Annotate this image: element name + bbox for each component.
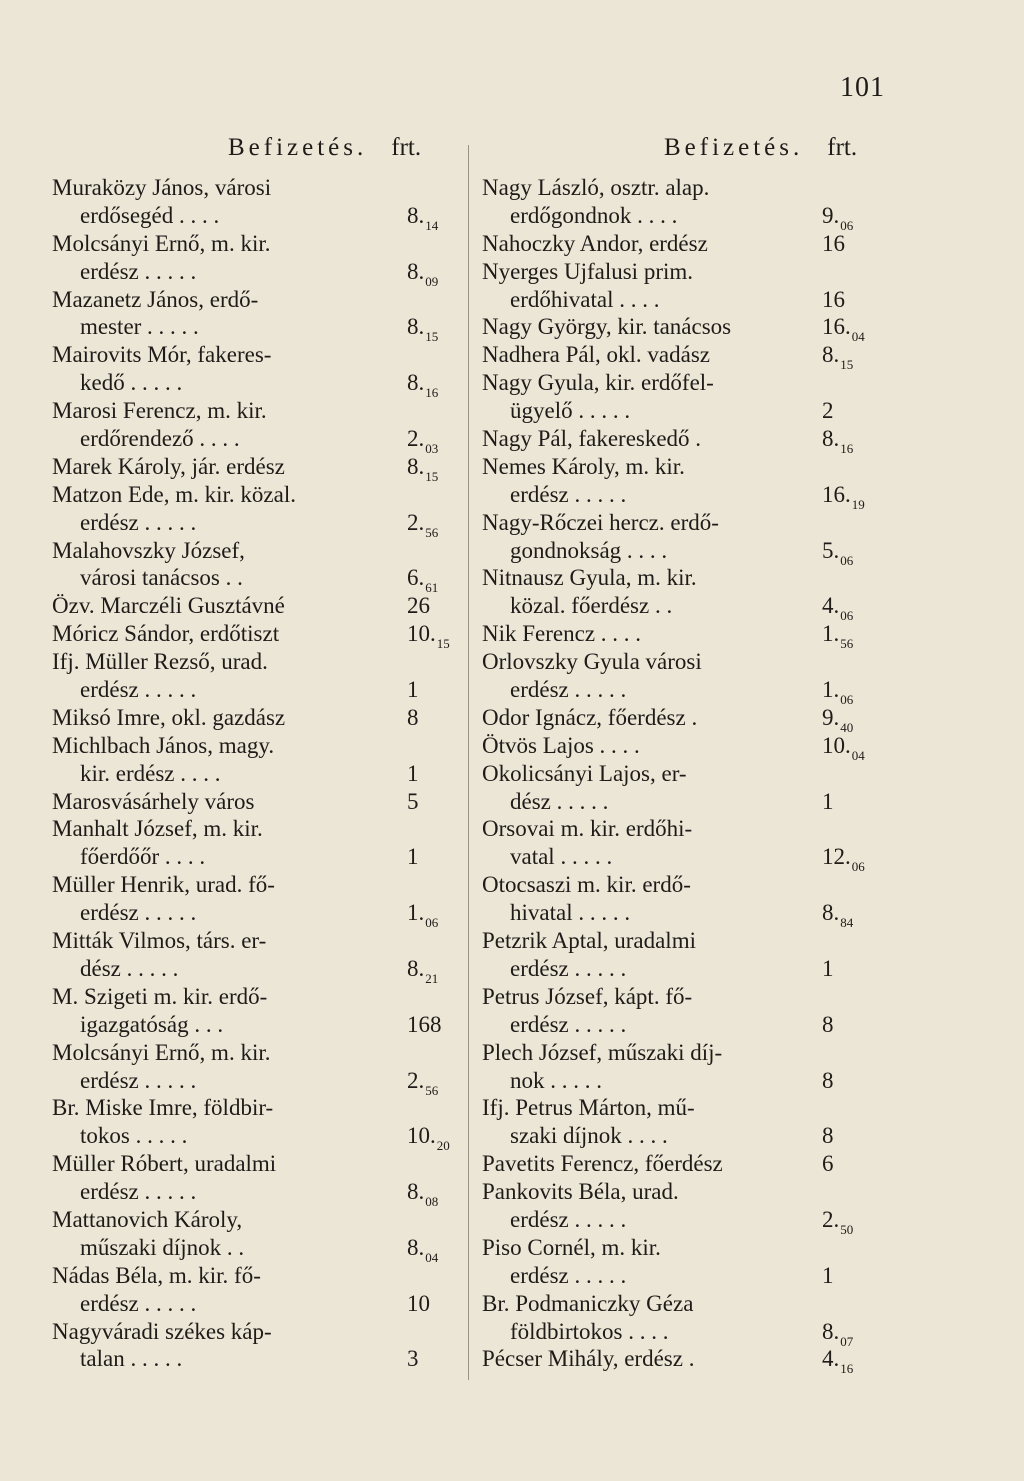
entry-text: erdész . . . . . [510,955,627,981]
entry-text: Nahoczky Andor, erdész [482,230,708,256]
entry-text: Orsovai m. kir. erdőhi- [482,816,693,842]
amount-value: 1 [822,788,834,814]
entry-text: Nagy-Rőczei hercz. erdő- [482,509,719,535]
amount-value: 8. [407,202,425,228]
ledger-line [52,202,452,233]
ledger-line [52,286,452,314]
entry-amount [822,397,834,425]
entry-text: Manhalt József, m. kir. [52,816,263,842]
amount-fraction: 07 [840,1333,854,1349]
amount-value: 26 [407,593,430,619]
entry-text: igazgatóság . . . [80,1011,224,1037]
left-column [52,174,452,1373]
ledger-line [482,564,902,592]
ledger-line [52,788,452,816]
entry-text: műszaki díjnok . . [80,1234,245,1260]
ledger-line [52,592,452,620]
ledger-line [482,1206,902,1237]
amount-fraction: 56 [425,524,439,540]
ledger-line [52,537,452,565]
ledger-line [52,676,452,704]
ledger-line [52,1318,452,1346]
entry-text: kedő . . . . . [80,370,183,396]
amount-fraction: 56 [840,636,854,652]
entry-text: Móricz Sándor, erdőtiszt [52,621,280,647]
entry-text: Miksó Imre, okl. gazdász [52,704,286,730]
ledger-line [482,927,902,955]
entry-text: Mairovits Mór, fakeres- [52,342,272,368]
amount-value: 8. [407,370,425,396]
ledger-line [482,1011,902,1039]
ledger-line [52,258,452,289]
amount-value: 1. [407,900,425,926]
entry-text: Nagy György, kir. tanácsos [482,314,732,340]
entry-text: erdősegéd . . . . [80,202,220,228]
ledger-line [52,843,452,871]
ledger-line [482,704,902,735]
entry-text: Nádas Béla, m. kir. fő- [52,1262,261,1288]
entry-amount [407,788,419,816]
amount-fraction: 06 [851,859,865,875]
amount-value: 10. [407,1123,436,1149]
ledger-line [52,1067,452,1098]
amount-fraction: 08 [425,1194,439,1210]
entry-text: Nitnausz Gyula, m. kir. [482,565,697,591]
entry-text: Mazanetz János, erdő- [52,286,259,312]
amount-value: 1 [407,677,419,703]
amount-value: 8 [822,1123,834,1149]
amount-value: 8 [407,704,419,730]
column-header-right [664,134,857,162]
amount-value: 1. [822,621,840,647]
entry-text: talan . . . . . [80,1346,183,1372]
ledger-line [482,202,902,233]
header-label: Befizetés. [228,134,368,161]
entry-amount [822,1150,834,1178]
entry-text: Okolicsányi Lajos, er- [482,760,687,786]
ledger-line [482,453,902,481]
page-number: 101 [840,72,885,103]
entry-text: Muraközy János, városi [52,175,272,200]
amount-value: 8. [407,955,425,981]
entry-amount [407,704,419,732]
ledger-line [482,1290,902,1318]
amount-value: 8. [822,1318,840,1344]
amount-fraction: 20 [436,1138,450,1154]
amount-value: 168 [407,1011,442,1037]
entry-text: Odor Ignácz, főerdész . [482,704,698,730]
ledger-line [482,1234,902,1262]
amount-value: 4. [822,1346,840,1372]
amount-value: 16 [822,286,845,312]
ledger-line [482,397,902,425]
entry-text: Pécser Mihály, erdész . [482,1346,695,1372]
entry-text: városi tanácsos . . [80,565,243,591]
entry-text: ügyelő . . . . . [510,398,631,424]
entry-text: M. Szigeti m. kir. erdő- [52,983,268,1009]
ledger-line [482,676,902,708]
entry-text: Marosvásárhely város [52,788,255,814]
entry-amount [822,788,834,816]
entry-text: Michlbach János, magy. [52,732,275,758]
entry-text: Petrus József, kápt. fő- [482,983,693,1009]
ledger-line [482,369,902,397]
entry-text: erdész . . . . . [510,1206,627,1232]
entry-text: Br. Miske Imre, földbir- [52,1095,274,1121]
entry-text: Mitták Vilmos, társ. er- [52,928,267,954]
ledger-line [482,1345,902,1377]
header-unit: frt. [391,134,422,161]
entry-text: Özv. Marczéli Gusztávné [52,593,285,619]
amount-value: 2. [407,426,425,452]
ledger-line [52,509,452,540]
entry-text: erdész . . . . . [80,900,197,926]
entry-amount [822,1345,853,1383]
ledger-line [52,732,452,760]
entry-text: erdész . . . . . [80,509,197,535]
amount-value: 5 [407,788,419,814]
entry-amount [822,1262,834,1290]
amount-fraction: 06 [840,217,854,233]
entry-text: Nemes Károly, m. kir. [482,453,685,479]
ledger-line [52,620,452,652]
ledger-line [482,815,902,843]
entry-amount [407,676,419,704]
amount-fraction: 15 [425,468,439,484]
ledger-line [52,341,452,369]
amount-fraction: 15 [436,636,450,652]
ledger-line [52,564,452,596]
ledger-line [482,537,902,568]
ledger-line [482,425,902,457]
entry-text: Müller Róbert, uradalmi [52,1151,277,1177]
entry-amount [822,230,845,258]
entry-text: hivatal . . . . . [510,900,631,926]
entry-text: kir. erdész . . . . [80,760,221,786]
amount-fraction: 06 [840,692,854,708]
entry-text: Nagyváradi székes káp- [52,1318,272,1344]
amount-value: 1 [822,1262,834,1288]
entry-text: Nik Ferencz . . . . [482,621,642,647]
entry-amount [407,1011,442,1039]
entry-text: Mattanovich Károly, [52,1206,243,1232]
entry-text: Müller Henrik, urad. fő- [52,872,275,898]
entry-text: tokos . . . . . [80,1123,188,1149]
amount-value: 10. [407,621,436,647]
amount-fraction: 15 [425,329,439,345]
amount-value: 1 [407,760,419,786]
amount-value: 1 [407,844,419,870]
entry-text: földbirtokos . . . . [510,1318,669,1344]
amount-fraction: 06 [840,552,854,568]
entry-amount [407,843,419,871]
amount-value: 8 [822,1011,834,1037]
entry-text: erdész . . . . . [510,1011,627,1037]
amount-value: 5. [822,537,840,563]
ledger-line [52,815,452,843]
amount-value: 8. [407,258,425,284]
ledger-line [482,843,902,875]
ledger-line [482,174,902,202]
column-header-left [228,134,421,162]
entry-text: gondnokság . . . . [510,537,668,563]
amount-fraction: 40 [840,719,854,735]
entry-text: Matzon Ede, m. kir. közal. [52,481,296,507]
amount-value: 8 [822,1067,834,1093]
entry-text: erdőgondnok . . . . [510,202,678,228]
entry-text: Molcsányi Ernő, m. kir. [52,1039,271,1065]
amount-fraction: 03 [425,441,439,457]
entry-text: Nagy Gyula, kir. erdőfel- [482,370,714,396]
entry-amount [822,1067,834,1095]
entry-text: Nagy László, osztr. alap. [482,175,710,200]
ledger-line [482,1094,902,1122]
ledger-line [482,788,902,816]
ledger-line [52,1345,452,1373]
amount-value: 2 [822,398,834,424]
ledger-line [52,1290,452,1318]
entry-text: nok . . . . . [510,1067,602,1093]
ledger-line [482,983,902,1011]
ledger-line [52,760,452,788]
ledger-line [52,369,452,401]
ledger-line [52,648,452,676]
entry-text: Malahovszky József, [52,537,245,563]
entry-text: vatal . . . . . [510,844,613,870]
amount-value: 2. [407,509,425,535]
amount-fraction: 16 [840,441,854,457]
ledger-line [52,230,452,258]
ledger-line [52,871,452,899]
entry-text: Petzrik Aptal, uradalmi [482,928,696,954]
ledger-line [482,1178,902,1206]
ledger-line [52,1011,452,1039]
ledger-line [482,732,902,763]
ledger-line [52,1234,452,1265]
ledger-line [52,1094,452,1122]
ledger-line [482,1039,902,1067]
amount-fraction: 50 [840,1221,854,1237]
entry-amount [822,955,834,983]
amount-fraction: 06 [425,915,439,931]
entry-text: Ötvös Lajos . . . . [482,732,640,758]
entry-amount [407,1290,430,1318]
ledger-line [52,927,452,955]
amount-value: 8. [407,314,425,340]
ledger-line [482,230,902,258]
amount-value: 16. [822,314,851,340]
ledger-line [52,425,452,457]
ledger-line [482,481,902,512]
amount-fraction: 61 [425,580,439,596]
ledger-line [482,1262,902,1290]
ledger-line [482,620,902,652]
amount-value: 8. [822,426,840,452]
entry-text: erdész . . . . . [80,1179,197,1205]
amount-fraction: 16 [840,1361,854,1377]
entry-text: Marek Károly, jár. erdész [52,453,285,479]
entry-text: Ifj. Petrus Márton, mű- [482,1095,695,1121]
entry-text: erdőhivatal . . . . [510,286,660,312]
amount-value: 8. [822,342,840,368]
entry-text: erdész . . . . . [80,1067,197,1093]
amount-value: 8. [407,1234,425,1260]
ledger-line [482,341,902,373]
amount-value: 16 [822,230,845,256]
entry-text: Nadhera Pál, okl. vadász [482,342,711,368]
entry-amount [822,1011,834,1039]
ledger-line [482,1150,902,1178]
ledger-line [52,481,452,509]
right-column [482,174,902,1377]
amount-fraction: 15 [840,357,854,373]
entry-text: mester . . . . . [80,314,199,340]
entry-text: erdész . . . . . [510,677,627,703]
ledger-line [52,397,452,425]
amount-value: 1. [822,677,840,703]
entry-amount [407,592,430,620]
ledger-line [482,1122,902,1150]
entry-text: Pavetits Ferencz, főerdész [482,1151,723,1177]
ledger-line [52,1262,452,1290]
entry-text: erdész . . . . . [80,677,197,703]
amount-fraction: 21 [425,970,439,986]
header-label: Befizetés. [664,134,804,161]
ledger-line [52,983,452,1011]
ledger-line [52,704,452,732]
header-unit: frt. [827,134,858,161]
column-divider [468,145,469,1380]
amount-value: 6 [822,1151,834,1177]
ledger-line [52,174,452,202]
ledger-line [52,313,452,345]
amount-value: 10 [407,1290,430,1316]
entry-text: Otocsaszi m. kir. erdő- [482,872,691,898]
amount-fraction: 04 [425,1249,439,1265]
ledger-line [52,955,452,986]
amount-fraction: 04 [851,747,865,763]
amount-fraction: 56 [425,1082,439,1098]
ledger-line [482,871,902,899]
amount-value: 16. [822,481,851,507]
entry-text: erdőrendező . . . . [80,426,240,452]
amount-value: 9. [822,202,840,228]
ledger-line [52,1178,452,1210]
amount-value: 1 [822,955,834,981]
amount-fraction: 19 [851,496,865,512]
entry-text: Nyerges Ujfalusi prim. [482,258,694,284]
amount-value: 4. [822,593,840,619]
ledger-line [482,286,902,314]
amount-fraction: 14 [425,217,439,233]
ledger-line [482,258,902,286]
amount-value: 6. [407,565,425,591]
amount-value: 8. [407,453,425,479]
entry-text: főerdőőr . . . . [80,844,206,870]
ledger-line [52,1150,452,1178]
ledger-line [52,453,452,484]
amount-fraction: 16 [425,385,439,401]
ledger-line [52,1206,452,1234]
ledger-line [52,899,452,931]
ledger-line [482,955,902,983]
entry-text: Nagy Pál, fakereskedő . [482,426,702,452]
entry-text: dész . . . . . [510,788,609,814]
entry-text: Pankovits Béla, urad. [482,1179,679,1205]
amount-value: 2. [822,1206,840,1232]
entry-text: dész . . . . . [80,955,179,981]
ledger-line [482,509,902,537]
ledger-line [482,592,902,624]
entry-text: Molcsányi Ernő, m. kir. [52,230,271,256]
entry-amount [407,1345,419,1373]
amount-value: 3 [407,1346,419,1372]
amount-value: 8. [407,1179,425,1205]
ledger-line [482,1318,902,1349]
entry-text: közal. főerdész . . [510,593,673,619]
entry-amount [822,1122,834,1150]
entry-text: Marosi Ferencz, m. kir. [52,398,267,424]
ledger-line [52,1039,452,1067]
ledger-line [482,313,902,345]
amount-value: 10. [822,732,851,758]
entry-text: erdész . . . . . [510,481,627,507]
ledger-line [52,1122,452,1154]
ledger-line [482,760,902,788]
entry-amount [407,760,419,788]
entry-text: Piso Cornél, m. kir. [482,1234,661,1260]
amount-fraction: 84 [840,915,854,931]
entry-text: Orlovszky Gyula városi [482,649,702,675]
entry-text: erdész . . . . . [80,258,197,284]
entry-text: erdész . . . . . [510,1262,627,1288]
entry-text: Br. Podmaniczky Géza [482,1290,694,1316]
amount-value: 2. [407,1067,425,1093]
entry-text: szaki díjnok . . . . [510,1123,668,1149]
amount-value: 9. [822,704,840,730]
entry-text: Plech József, műszaki díj- [482,1039,723,1065]
entry-amount [822,286,845,314]
ledger-line [482,648,902,676]
amount-value: 12. [822,844,851,870]
amount-fraction: 09 [425,273,439,289]
entry-text: erdész . . . . . [80,1290,197,1316]
ledger-line [482,1067,902,1095]
amount-fraction: 04 [851,329,865,345]
amount-value: 8. [822,900,840,926]
ledger-line [482,899,902,931]
amount-fraction: 06 [840,608,854,624]
entry-text: Ifj. Müller Rezső, urad. [52,649,268,675]
